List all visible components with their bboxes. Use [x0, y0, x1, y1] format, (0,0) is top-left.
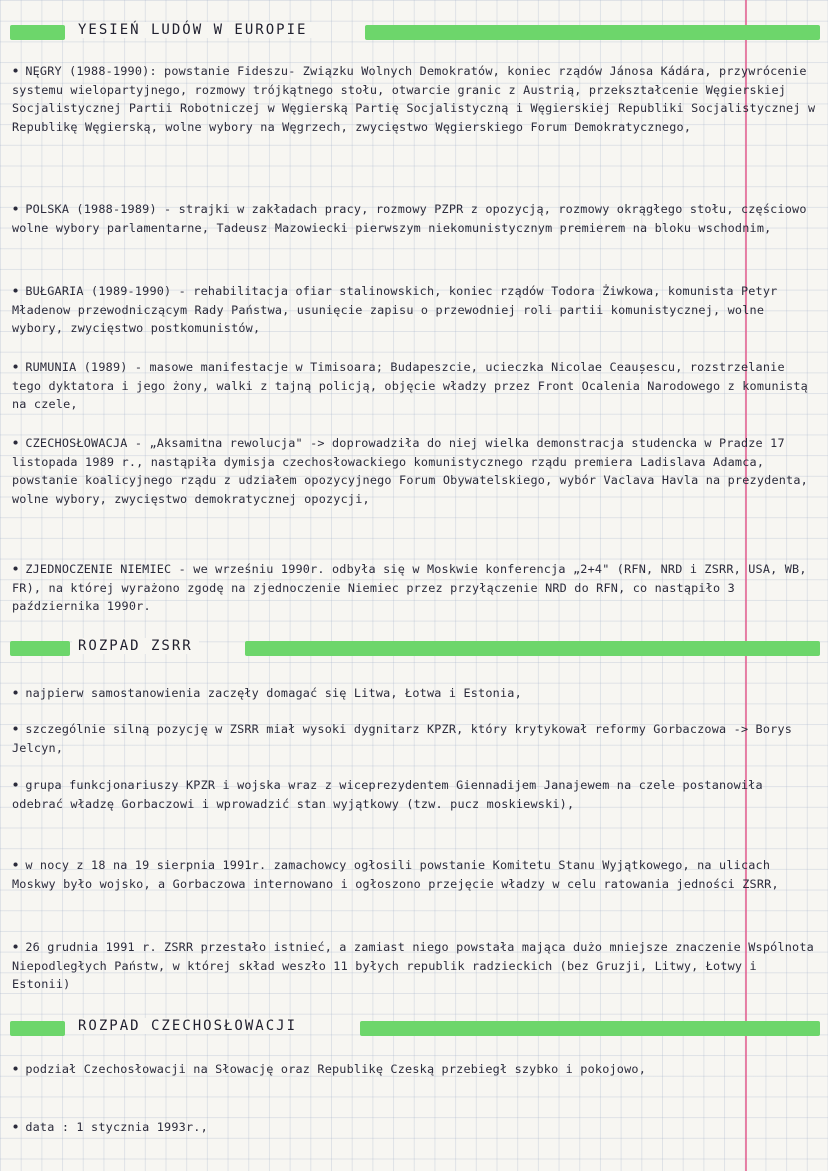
list-item: • CZECHOSŁOWACJA - „Aksamitna rewolucja" -> doprowadziła do niej wielka demonstracja studencka w Pradze 17 listopada 1989 r., nastąpiła dymisja czechosłowackiego komunistycznego rządu premiera Ladislava Adamca, powstanie koalicyjnego rządu z udziałem opozycyjnego Forum Obywatelskiego, wybór Vaclava Havla na prezydenta, wolne wybory, zwycięstwo demokratycznej opozycji,: [12, 436, 808, 506]
highlight-bar: [360, 1021, 820, 1036]
section-header-jesien-ludow: [0, 22, 828, 42]
highlight-bar: [245, 641, 820, 656]
highlight-dash: [10, 1021, 65, 1036]
list-item: • 26 grudnia 1991 r. ZSRR przestało istnieć, a zamiast niego powstała mająca dużo mniejsze znaczenie Wspólnota Niepodległych Państw, w której skład weszło 11 byłych republik radzieckich (bez Gruzji, Litwy, Łotwy i Estonii): [12, 940, 814, 992]
list-item: • RUMUNIA (1989) - masowe manifestacje w Timisoara; Budapeszcie, ucieczka Nicolae Ceaușescu, rozstrzelanie tego dyktatora i jego żony, walki z tajną policją, objęcie władzy przez Front Ocalenia Narodowego z komunistą na czele,: [12, 360, 808, 412]
section-header-rozpad-zsrr: [0, 638, 828, 658]
section-title: YESIEŃ LUDÓW W EUROPIE: [72, 22, 313, 38]
section-title: ROZPAD CZECHOSŁOWACJI: [72, 1018, 303, 1034]
highlight-bar: [365, 25, 820, 40]
list-item: • szczególnie silną pozycję w ZSRR miał wysoki dygnitarz KPZR, który krytykował reformy Gorbaczowa -> Borys Jelcyn,: [12, 722, 793, 755]
highlight-dash: [10, 25, 65, 40]
list-item: • ZJEDNOCZENIE NIEMIEC - we wrześniu 1990r. odbyła się w Moskwie konferencja „2+4" (RFN, NRD i ZSRR, USA, WB, FR), na której wyrażono zgodę na zjednoczenie Niemiec przez przyłączenie NRD do RFN, co nastąpiło 3 października 1990r.: [12, 562, 807, 614]
list-item: • BUŁGARIA (1989-1990) - rehabilitacja ofiar stalinowskich, koniec rządów Todora Żiwkowa, komunista Petyr Mładenow przewodniczącym Rady Państwa, usunięcie zapisu o przewodniej roli partii komunistycznej, wolne wybory, zwycięstwo postkomunistów,: [12, 284, 778, 336]
highlight-dash: [10, 641, 70, 656]
list-item: • grupa funkcjonariuszy KPZR i wojska wraz z wiceprezydentem Giennadijem Janajewem na czele postanowiła odebrać władzę Gorbaczowi i wprowadzić stan wyjątkowy (tzw. pucz moskiewski),: [12, 778, 763, 811]
list-item: • podział Czechosłowacji na Słowację oraz Republikę Czeską przebiegł szybko i pokojowo,: [12, 1062, 647, 1076]
list-item: • najpierw samostanowienia zaczęły domagać się Litwa, Łotwa i Estonia,: [12, 686, 522, 700]
list-item: • w nocy z 18 na 19 sierpnia 1991r. zamachowcy ogłosili powstanie Komitetu Stanu Wyjątkowego, na ulicach Moskwy było wojsko, a Gorbaczowa internowano i ogłoszono przejęcie władzy w celu ratowania jedności ZSRR,: [12, 858, 779, 891]
list-item: • data : 1 stycznia 1993r.,: [12, 1120, 208, 1134]
list-item: • POLSKA (1988-1989) - strajki w zakładach pracy, rozmowy PZPR z opozycją, rozmowy okrągłego stołu, częściowo wolne wybory parlamentarne, Tadeusz Mazowiecki pierwszym niekomunistycznym premierem na bloku wschodnim,: [12, 202, 807, 235]
section-header-rozpad-czechoslowacji: [0, 1018, 828, 1038]
section-title: ROZPAD ZSRR: [72, 638, 199, 654]
list-item: • NĘGRY (1988-1990): powstanie Fideszu- Związku Wolnych Demokratów, koniec rządów Jánosa Kádára, przywrócenie systemu wielopartyjnego, rozmowy trójkątnego stołu, otwarcie granic z Austrią, przekształcenie Węgierskiej Socjalistycznej Partii Robotniczej w Węgierską Partię Socjalistyczną i Węgierskiej Republiki Socjalistycznej w Republikę Węgierską, wolne wybory na Węgrzech, zwycięstwo Węgierskiego Forum Demokratycznego,: [12, 64, 816, 134]
